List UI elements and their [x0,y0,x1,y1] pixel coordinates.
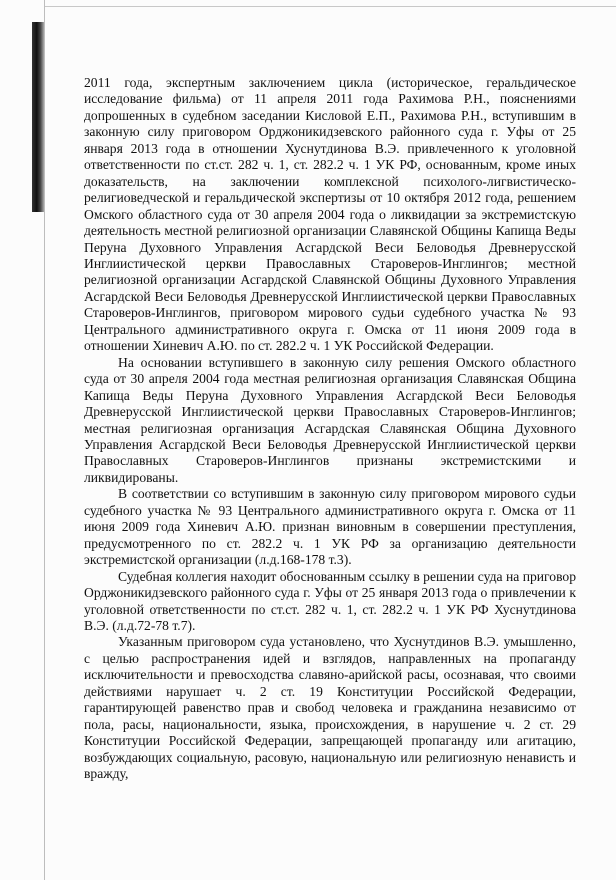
paragraph-5: Указанным приговором суда установлено, что Хуснутдинов В.Э. умышленно, с целью распространения идей и взглядов, направленных на пропаганду исключительности и превосходства славяно-арийской расы, осознавая, что своими действиями нарушает ч. 2 ст. 19 Конституции Российской Федерации, гарантирующей равенство прав и свобод человека и гражданина независимо от пола, расы, национальности, языка, происхождения, в нарушение ч. 2 ст. 29 Конституции Российской Федерации, запрещающей пропаганду или агитацию, возбуждающих социальную, расовую, национальную или религиозную ненависть и вражду, [84,634,576,782]
paragraph-2: На основании вступившего в законную силу решения Омского областного суда от 30 апреля 2004 года местная религиозная организация Славянская Община Капища Веды Перуна Духовного Управления Асгардской Веси Беловодья Древнерусской Инглиистической церкви Православных Староверов-Инглингов; местная религиозная организация Асгардская Славянская Община Духовного Управления Асгардской Веси Беловодья Древнерусской Инглиистической церкви Православных Староверов-Инглингов признаны экстремистскими и ликвидированы. [84,354,576,485]
scan-fold-line [44,0,45,880]
scan-binding-mark [32,22,44,212]
paragraph-3: В соответствии со вступившим в законную силу приговором мирового судьи судебного участка № 93 Центрального административного округа г. Омска от 11 июня 2009 года Хиневич А.Ю. признан виновным в совершении преступления, предусмотренного по ст. 282.2 ч. 1 УК РФ за организацию деятельности экстремистской организации (л.д.168-178 т.3). [84,486,576,568]
scan-top-edge [44,6,616,7]
paragraph-1: 2011 года, экспертным заключением цикла (историческое, геральдическое исследование фильма) от 11 апреля 2011 года Рахимова Р.Н., пояснениями допрошенных в судебном заседании Кисловой Е.П., Рахимова Р.Н., вступившим в законную силу приговором Орджоникидзевского районного суда г. Уфы от 25 января 2013 года в отношении Хуснутдинова В.Э. привлеченного к уголовной ответственности по ст.ст. 282 ч. 1, ст. 282.2 ч. 1 УК РФ, основанным, кроме иных доказательств, на заключении комплексной психолого-лигвистическо-религиоведческой и геральдической экспертизы от 10 октября 2012 года, решением Омского областного суда от 30 апреля 2004 года о ликвидации за экстремистскую деятельность местной религиозной организации Славянской Общины Капища Веды Перуна Духовного Управления Асгардской Веси Беловодья Древнерусской Инглиистической церкви Православных Староверов-Инглингов; местной религиозной организации Асгардской Славянской Общины Духовного Управления Асгардской Веси Беловодья Древнерусской Инглиистической церкви Православных Староверов-Инглингов, приговором мирового судьи судебного участка № 93 Центрального административного округа г. Омска от 11 июня 2009 года в отношении Хиневич А.Ю. по ст. 282.2 ч. 1 УК Российской Федерации. [84,75,576,354]
document-body [84,75,576,782]
paragraph-4: Судебная коллегия находит обоснованным ссылку в решении суда на приговор Орджоникидзевского районного суда г. Уфы от 25 января 2013 года о привлечении к уголовной ответственности по ст.ст. 282 ч. 1, ст. 282.2 ч. 1 УК РФ Хуснутдинова В.Э. (л.д.72-78 т.7). [84,568,576,633]
